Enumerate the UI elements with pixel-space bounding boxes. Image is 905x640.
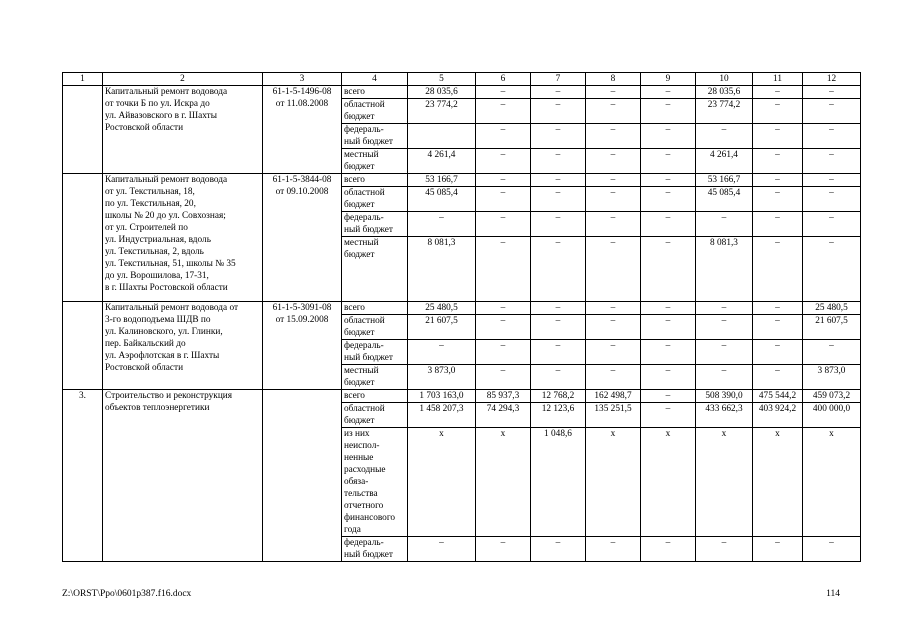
amount-cell: –: [476, 315, 531, 340]
amount-cell: –: [408, 537, 476, 562]
amount-cell: 12 123,6: [531, 403, 586, 428]
amount-cell: –: [753, 302, 803, 315]
amount-cell: –: [641, 537, 696, 562]
amount-cell: 403 924,2: [753, 403, 803, 428]
amount-cell: –: [408, 340, 476, 365]
amount-cell: 8 081,3: [408, 237, 476, 302]
column-number-header: 1: [63, 73, 103, 86]
amount-cell: х: [586, 428, 641, 537]
table-row: [63, 390, 861, 403]
amount-cell: х: [476, 428, 531, 537]
amount-cell: –: [531, 212, 586, 237]
funding-source: областной бюджет: [342, 403, 408, 428]
amount-cell: 162 498,7: [586, 390, 641, 403]
column-number-header: 3: [263, 73, 342, 86]
amount-cell: –: [753, 187, 803, 212]
amount-cell: 23 774,2: [696, 99, 753, 124]
amount-cell: –: [803, 187, 861, 212]
amount-cell: 53 166,7: [408, 174, 476, 187]
amount-cell: 28 035,6: [696, 86, 753, 99]
table-row: [63, 302, 861, 315]
amount-cell: –: [586, 537, 641, 562]
amount-cell: –: [753, 86, 803, 99]
amount-cell: 475 544,2: [753, 390, 803, 403]
item-description: Капитальный ремонт водовода от ул. Текстильная, 18, по ул. Текстильная, 20, школы № 20 до ул. Совхозная; от ул. Строителей по ул. Индустриальная, вдоль ул. Текстильная, 2, вдоль ул. Текстильная, 51, школы № 35 до ул. Ворошилова, 17-31, в г. Шахты Ростовской области: [103, 174, 263, 302]
amount-cell: –: [531, 187, 586, 212]
table-row: [63, 86, 861, 99]
amount-cell: 21 607,5: [803, 315, 861, 340]
amount-cell: 508 390,0: [696, 390, 753, 403]
amount-cell: –: [531, 86, 586, 99]
amount-cell: –: [696, 302, 753, 315]
amount-cell: –: [696, 365, 753, 390]
amount-cell: х: [641, 428, 696, 537]
amount-cell: –: [696, 124, 753, 149]
amount-cell: –: [753, 315, 803, 340]
funding-source: федераль- ный бюджет: [342, 124, 408, 149]
funding-source: всего: [342, 174, 408, 187]
amount-cell: –: [531, 365, 586, 390]
footer-file-path: Z:\ORST\Ppo\0601p387.f16.docx: [62, 589, 192, 599]
amount-cell: 85 937,3: [476, 390, 531, 403]
amount-cell: –: [803, 149, 861, 174]
amount-cell: 3 873,0: [408, 365, 476, 390]
amount-cell: –: [531, 237, 586, 302]
amount-cell: –: [586, 124, 641, 149]
amount-cell: –: [753, 365, 803, 390]
amount-cell: –: [531, 315, 586, 340]
amount-cell: –: [476, 149, 531, 174]
amount-cell: 4 261,4: [696, 149, 753, 174]
amount-cell: –: [476, 187, 531, 212]
amount-cell: 53 166,7: [696, 174, 753, 187]
amount-cell: –: [408, 212, 476, 237]
amount-cell: 45 085,4: [696, 187, 753, 212]
funding-source: местный бюджет: [342, 365, 408, 390]
amount-cell: –: [696, 340, 753, 365]
amount-cell: –: [641, 365, 696, 390]
amount-cell: –: [531, 302, 586, 315]
amount-cell: –: [476, 340, 531, 365]
amount-cell: –: [531, 99, 586, 124]
amount-cell: –: [696, 315, 753, 340]
item-number: [63, 86, 103, 174]
amount-cell: 25 480,5: [803, 302, 861, 315]
funding-source: всего: [342, 302, 408, 315]
funding-source: областной бюджет: [342, 99, 408, 124]
column-number-header: 6: [476, 73, 531, 86]
amount-cell: –: [641, 174, 696, 187]
item-number: [63, 302, 103, 390]
amount-cell: –: [696, 537, 753, 562]
column-number-header: 10: [696, 73, 753, 86]
amount-cell: 23 774,2: [408, 99, 476, 124]
amount-cell: –: [641, 124, 696, 149]
amount-cell: 12 768,2: [531, 390, 586, 403]
amount-cell: –: [586, 99, 641, 124]
footer-page-number: 114: [826, 589, 840, 599]
amount-cell: –: [586, 86, 641, 99]
amount-cell: –: [753, 237, 803, 302]
funding-source: федераль- ный бюджет: [342, 537, 408, 562]
funding-source: областной бюджет: [342, 187, 408, 212]
funding-source: из них неиспол- ненные расходные обяза- тельства отчетного финансового года: [342, 428, 408, 537]
column-number-header: 8: [586, 73, 641, 86]
funding-source: местный бюджет: [342, 149, 408, 174]
table-row: [63, 174, 861, 187]
funding-source: местный бюджет: [342, 237, 408, 302]
column-number-header: 9: [641, 73, 696, 86]
amount-cell: 1 703 163,0: [408, 390, 476, 403]
amount-cell: –: [586, 365, 641, 390]
amount-cell: –: [531, 149, 586, 174]
amount-cell: –: [803, 99, 861, 124]
amount-cell: –: [531, 537, 586, 562]
amount-cell: –: [586, 174, 641, 187]
amount-cell: 45 085,4: [408, 187, 476, 212]
amount-cell: х: [696, 428, 753, 537]
budget-table: [62, 72, 861, 562]
amount-cell: 21 607,5: [408, 315, 476, 340]
amount-cell: 3 873,0: [803, 365, 861, 390]
item-description: Строительство и реконструкция объектов теплоэнергетики: [103, 390, 263, 562]
amount-cell: –: [641, 315, 696, 340]
registration-code: 61-1-5-1496-08 от 11.08.2008: [263, 86, 342, 174]
amount-cell: –: [641, 86, 696, 99]
amount-cell: –: [476, 99, 531, 124]
amount-cell: 135 251,5: [586, 403, 641, 428]
amount-cell: 400 000,0: [803, 403, 861, 428]
amount-cell: –: [641, 149, 696, 174]
amount-cell: –: [753, 99, 803, 124]
item-description: Капитальный ремонт водовода от точки Б по ул. Искра до ул. Айвазовского в г. Шахты Ростовской области: [103, 86, 263, 174]
amount-cell: 1 048,6: [531, 428, 586, 537]
amount-cell: 8 081,3: [696, 237, 753, 302]
amount-cell: –: [803, 124, 861, 149]
amount-cell: х: [753, 428, 803, 537]
amount-cell: –: [803, 212, 861, 237]
amount-cell: х: [803, 428, 861, 537]
amount-cell: –: [476, 365, 531, 390]
column-number-header: 5: [408, 73, 476, 86]
amount-cell: –: [476, 124, 531, 149]
column-number-header: 2: [103, 73, 263, 86]
amount-cell: 28 035,6: [408, 86, 476, 99]
amount-cell: –: [586, 340, 641, 365]
amount-cell: –: [586, 212, 641, 237]
amount-cell: –: [753, 537, 803, 562]
amount-cell: –: [476, 537, 531, 562]
amount-cell: –: [641, 99, 696, 124]
amount-cell: –: [753, 212, 803, 237]
amount-cell: –: [586, 315, 641, 340]
amount-cell: –: [641, 390, 696, 403]
column-number-header: 11: [753, 73, 803, 86]
amount-cell: 74 294,3: [476, 403, 531, 428]
funding-source: федераль- ный бюджет: [342, 212, 408, 237]
amount-cell: [408, 124, 476, 149]
amount-cell: –: [803, 86, 861, 99]
amount-cell: –: [476, 212, 531, 237]
amount-cell: х: [408, 428, 476, 537]
amount-cell: –: [753, 124, 803, 149]
amount-cell: 1 458 207,3: [408, 403, 476, 428]
amount-cell: –: [531, 340, 586, 365]
funding-source: всего: [342, 86, 408, 99]
amount-cell: 459 073,2: [803, 390, 861, 403]
registration-code: 61-1-5-3844-08 от 09.10.2008: [263, 174, 342, 302]
amount-cell: –: [476, 237, 531, 302]
amount-cell: –: [753, 174, 803, 187]
amount-cell: –: [753, 340, 803, 365]
funding-source: всего: [342, 390, 408, 403]
amount-cell: 4 261,4: [408, 149, 476, 174]
amount-cell: –: [476, 302, 531, 315]
amount-cell: –: [586, 302, 641, 315]
amount-cell: –: [641, 212, 696, 237]
column-number-header: 4: [342, 73, 408, 86]
amount-cell: –: [803, 340, 861, 365]
amount-cell: –: [803, 174, 861, 187]
amount-cell: –: [641, 237, 696, 302]
registration-code: [263, 390, 342, 562]
item-number: [63, 174, 103, 302]
amount-cell: –: [476, 86, 531, 99]
amount-cell: –: [803, 237, 861, 302]
amount-cell: –: [531, 174, 586, 187]
registration-code: 61-1-5-3091-08 от 15.09.2008: [263, 302, 342, 390]
item-description: Капитальный ремонт водовода от 3-го водоподъема ШДВ по ул. Калиновского, ул. Глинки, пер. Байкальский до ул. Аэрофлотская в г. Шахты Ростовской области: [103, 302, 263, 390]
amount-cell: –: [476, 174, 531, 187]
amount-cell: –: [641, 403, 696, 428]
column-number-header: 7: [531, 73, 586, 86]
column-header-row: [63, 73, 861, 86]
amount-cell: –: [696, 212, 753, 237]
amount-cell: 25 480,5: [408, 302, 476, 315]
amount-cell: 433 662,3: [696, 403, 753, 428]
funding-source: областной бюджет: [342, 315, 408, 340]
amount-cell: –: [641, 302, 696, 315]
amount-cell: –: [586, 237, 641, 302]
funding-source: федераль- ный бюджет: [342, 340, 408, 365]
amount-cell: –: [641, 187, 696, 212]
amount-cell: –: [531, 124, 586, 149]
amount-cell: –: [641, 340, 696, 365]
item-number: 3.: [63, 390, 103, 562]
amount-cell: –: [586, 187, 641, 212]
column-number-header: 12: [803, 73, 861, 86]
amount-cell: –: [586, 149, 641, 174]
amount-cell: –: [753, 149, 803, 174]
amount-cell: –: [803, 537, 861, 562]
